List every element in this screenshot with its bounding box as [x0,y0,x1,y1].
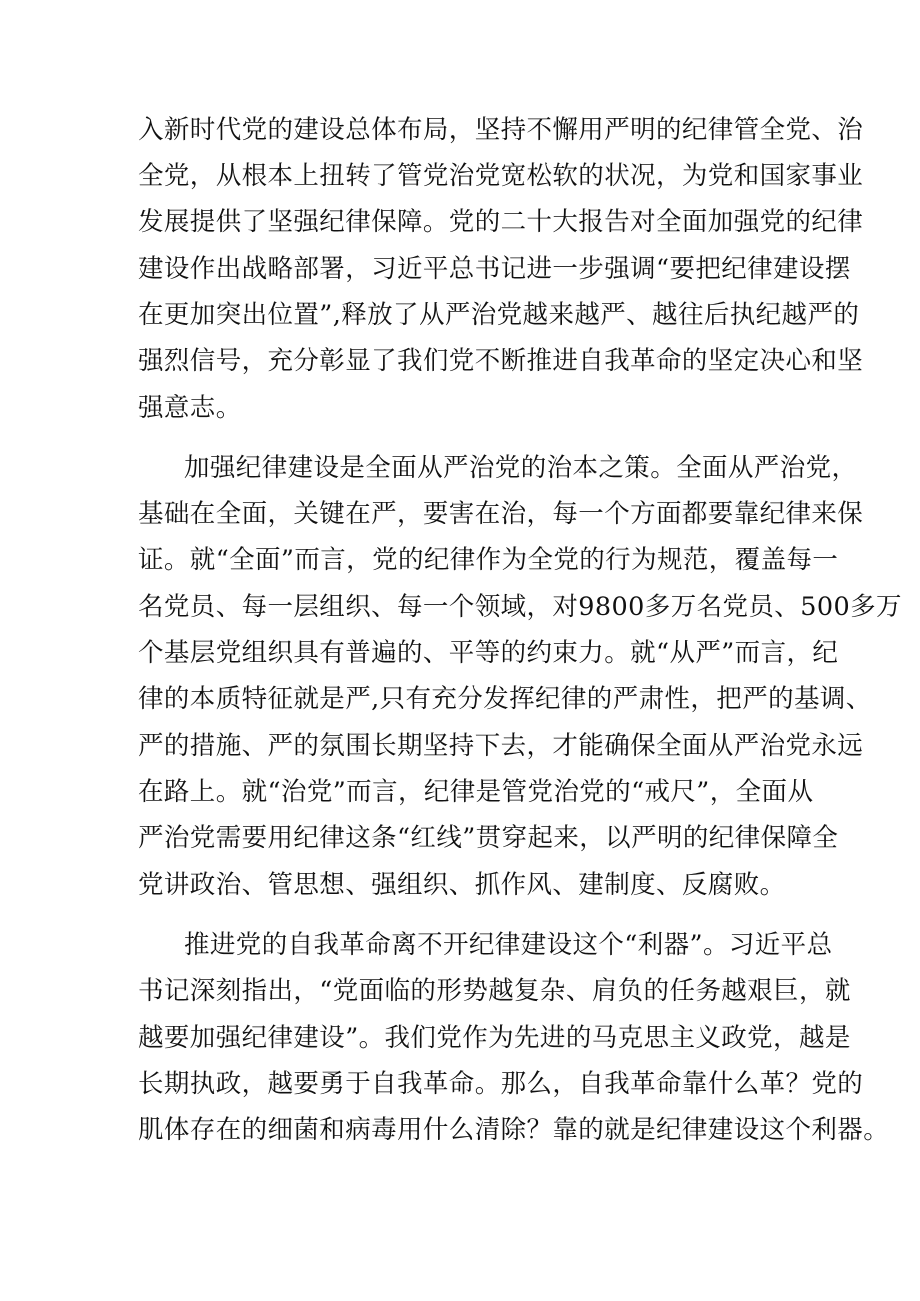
text-line: 建设作出战略部署，习近平总书记进一步强调“要把纪律建设摆 [138,254,851,284]
text-line: 在路上。就“治党”而言，纪律是管党治党的“戒尺”，全面从 [138,777,814,807]
text-line: 长期执政，越要勇于自我革命。那么，自我革命靠什么革？党的 [138,1069,864,1099]
text-line: 严治党需要用纪律这条“红线”贯穿起来，以严明的纪律保障全 [138,823,839,853]
text-line: 律的本质特征就是严,只有充分发挥纪律的严肃性，把严的基调、 [138,684,872,714]
text-line: 党讲政治、管思想、强组织、抓作风、建制度、反腐败。 [138,870,786,900]
text-line: 严的措施、严的氛围长期坚持下去，才能确保全面从严治党永远 [138,731,864,761]
text-line: 书记深刻指出，“党面临的形势越复杂、肩负的任务越艰巨，就 [138,976,851,1006]
text-line: 肌体存在的细菌和病毒用什么清除？靠的就是纪律建设这个利器。 [138,1115,890,1145]
text-line: 发展提供了坚强纪律保障。党的二十大报告对全面加强党的纪律 [138,207,864,237]
text-line: 入新时代党的建设总体布局，坚持不懈用严明的纪律管全党、治 [138,115,864,145]
text-line: 个基层党组织具有普遍的、平等的约束力。就“从严”而言，纪 [138,638,839,668]
text-line: 越要加强纪律建设”。我们党作为先进的马克思主义政党，越是 [138,1023,851,1053]
paragraph-first-line: 推进党的自我革命离不开纪律建设这个“利器”。习近平总 [184,930,833,960]
text-line: 全党，从根本上扭转了管党治党宽松软的状况，为党和国家事业 [138,161,864,191]
text-line: 在更加突出位置”,释放了从严治党越来越严、越往后执纪越严的 [138,300,860,330]
text-line: 基础在全面，关键在严，要害在治，每一个方面都要靠纪律来保 [138,499,864,529]
text-line: 证。就“全面”而言，党的纪律作为全党的行为规范，覆盖每一 [138,545,839,575]
text-line: 强烈信号，充分彰显了我们党不断推进自我革命的坚定决心和坚 [138,346,864,376]
paragraph-first-line: 加强纪律建设是全面从严治党的治本之策。全面从严治党， [184,453,858,483]
text-line: 名党员、每一层组织、每一个领域，对9800多万名党员、500多万 [138,592,902,622]
text-line: 强意志。 [138,393,242,423]
